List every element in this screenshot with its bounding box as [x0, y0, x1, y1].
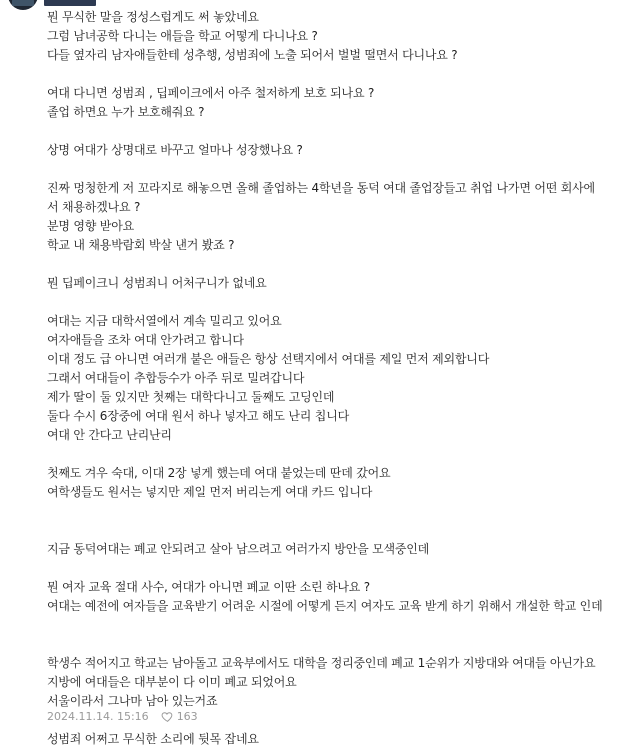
avatar[interactable] [8, 0, 38, 10]
comment-line: 이대 정도 급 아니면 여러개 붙은 애들은 항상 선택지에서 여대를 제일 먼저 제외합니다 [47, 352, 490, 366]
blank-line [47, 521, 634, 540]
heart-outline-icon [161, 710, 174, 723]
comment-line: 졸업 하면요 누가 보호해줘요 ? [47, 105, 205, 119]
comment-line: 여대 안 간다고 난리난리 [47, 428, 172, 442]
comment-footer [47, 710, 198, 723]
comment-line: 학생수 적어지고 학교는 남아돌고 교육부에서도 대학을 정리중인데 폐교 1순위가 지방대와 여대들 아닌가요 [47, 656, 596, 670]
blank-line [47, 65, 634, 84]
comment-line: 서울이라서 그나마 남아 있는거죠 [47, 694, 218, 708]
comment-line: 여학생들도 원서는 넣지만 제일 먼저 버리는게 여대 카드 입니다 [47, 485, 373, 499]
comment-line: 뭔 여자 교육 절대 사수, 여대가 아니면 폐교 이딴 소린 하나요 ? [47, 580, 370, 594]
author-name-redacted[interactable] [44, 0, 96, 6]
comment-line: 지방에 여대들은 대부분이 다 이미 폐교 되었어요 [47, 675, 297, 689]
comment-line: 뭔 무식한 말을 정성스럽게도 써 놓았네요 [47, 10, 259, 24]
blank-line [47, 445, 634, 464]
comment-line: 그럼 남녀공학 다니는 애들을 학교 어떻게 다니나요 ? [47, 29, 318, 43]
comment-line: 서 채용하겠나요 ? [47, 200, 141, 214]
comment-line: 상명 여대가 상명대로 바꾸고 얼마나 성장했나요 ? [47, 143, 303, 157]
comment-timestamp: 2024.11.14. 15:16 [47, 710, 149, 723]
like-button[interactable] [161, 710, 198, 723]
comment-line: 여자애들을 조차 여대 안가려고 합니다 [47, 333, 244, 347]
blank-line [47, 635, 634, 654]
comment-line: 뭔 딥페이크니 성범죄니 어처구니가 없네요 [47, 276, 267, 290]
blank-line [47, 293, 634, 312]
comment-line: 둘다 수시 6장중에 여대 원서 하나 넣자고 해도 난리 칩니다 [47, 409, 349, 423]
comment-line: 진짜 멍청한게 저 꼬라지로 해놓으면 올해 졸업하는 4학년을 동덕 여대 졸업장들고 취업 나가면 어떤 회사에 [47, 181, 595, 195]
blank-line [47, 502, 634, 521]
blank-line [47, 616, 634, 635]
comment-line: 분명 영향 받아요 [47, 219, 134, 233]
comment-line: 지금 동덕여대는 폐교 안되려고 살아 남으려고 여러가지 방안을 모색중인데 [47, 542, 430, 556]
comment-line: 여대는 지금 대학서열에서 계속 밀리고 있어요 [47, 314, 282, 328]
blank-line [47, 122, 634, 141]
comment-body [47, 8, 634, 749]
comment-line: 제가 딸이 둘 있지만 첫째는 대학다니고 둘째도 고딩인데 [47, 390, 335, 404]
like-count: 163 [176, 710, 198, 723]
comment-line: 여대는 예전에 여자들을 교육받기 어려운 시절에 어떻게 든지 여자도 교육 받게 하기 위해서 개설한 학교 인데 [47, 599, 603, 613]
comment-line: 성범죄 어쩌고 무식한 소리에 뒷목 잡네요 [47, 732, 259, 746]
comment-line: 여대 다니면 성범죄 , 딥페이크에서 아주 철저하게 보호 되나요 ? [47, 86, 375, 100]
comment-line: 다들 옆자리 남자애들한테 성추행, 성범죄에 노출 되어서 벌벌 떨면서 다니나요 ? [47, 48, 458, 62]
blank-line [47, 559, 634, 578]
comment-line: 그래서 여대들이 추합등수가 아주 뒤로 밀려갑니다 [47, 371, 305, 385]
comment-line: 학교 내 채용박람회 박살 낸거 봤죠 ? [47, 238, 235, 252]
blank-line [47, 160, 634, 179]
comment-line: 첫째도 겨우 숙대, 이대 2장 넣게 했는데 여대 붙었는데 딴데 갔어요 [47, 466, 391, 480]
blank-line [47, 255, 634, 274]
